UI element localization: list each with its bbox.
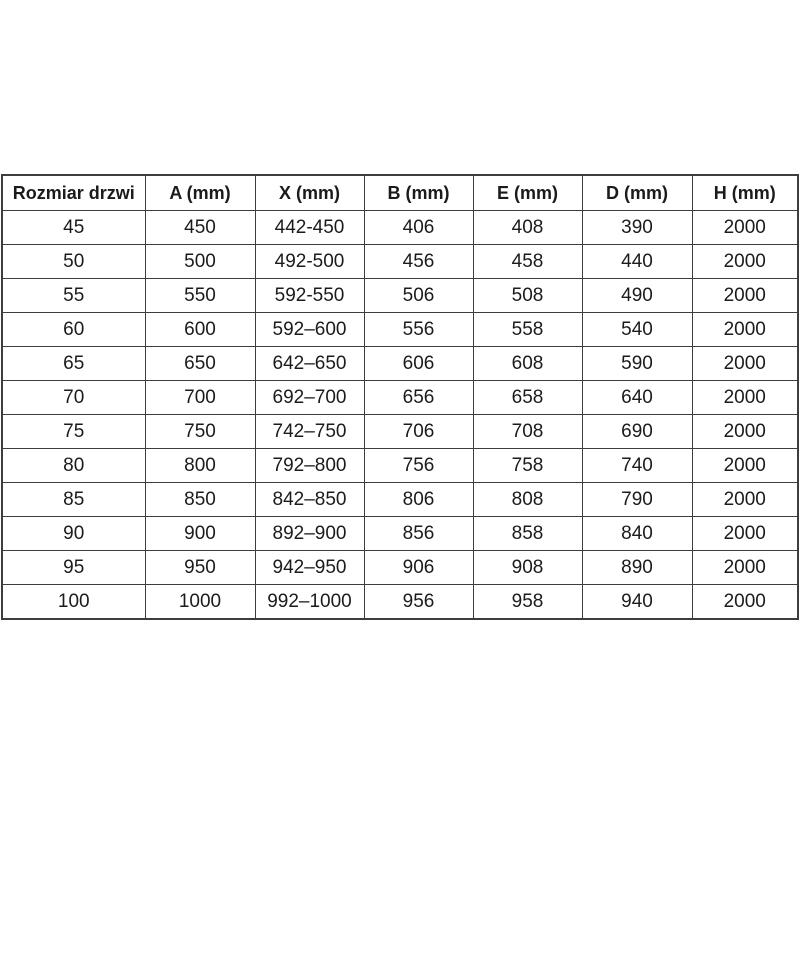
table-cell: 900 <box>145 517 255 551</box>
table-cell: 490 <box>582 279 692 313</box>
table-cell: 650 <box>145 347 255 381</box>
table-cell: 406 <box>364 211 473 245</box>
table-cell: 756 <box>364 449 473 483</box>
table-cell: 2000 <box>692 517 798 551</box>
table-row <box>2 517 798 551</box>
table-cell: 550 <box>145 279 255 313</box>
table-cell: 706 <box>364 415 473 449</box>
table-cell: 70 <box>2 381 145 415</box>
header-e-mm: E (mm) <box>473 175 582 211</box>
table-cell: 708 <box>473 415 582 449</box>
table-cell: 45 <box>2 211 145 245</box>
table-row <box>2 483 798 517</box>
table-cell: 492-500 <box>255 245 364 279</box>
table-cell: 690 <box>582 415 692 449</box>
table-cell: 50 <box>2 245 145 279</box>
table-cell: 558 <box>473 313 582 347</box>
table-cell: 956 <box>364 585 473 620</box>
table-row <box>2 415 798 449</box>
table-row <box>2 313 798 347</box>
table-cell: 608 <box>473 347 582 381</box>
table-row <box>2 347 798 381</box>
table-cell: 456 <box>364 245 473 279</box>
table-cell: 506 <box>364 279 473 313</box>
table-row <box>2 381 798 415</box>
header-rozmiar-drzwi: Rozmiar drzwi <box>2 175 145 211</box>
table-cell: 55 <box>2 279 145 313</box>
table-row <box>2 211 798 245</box>
header-x-mm: X (mm) <box>255 175 364 211</box>
table-row <box>2 551 798 585</box>
table-cell: 2000 <box>692 449 798 483</box>
table-cell: 640 <box>582 381 692 415</box>
table-row <box>2 449 798 483</box>
table-cell: 540 <box>582 313 692 347</box>
table-cell: 790 <box>582 483 692 517</box>
table-cell: 390 <box>582 211 692 245</box>
table-cell: 840 <box>582 517 692 551</box>
table-cell: 60 <box>2 313 145 347</box>
table-cell: 942–950 <box>255 551 364 585</box>
table-cell: 442-450 <box>255 211 364 245</box>
table-cell: 906 <box>364 551 473 585</box>
table-cell: 85 <box>2 483 145 517</box>
table-cell: 908 <box>473 551 582 585</box>
table-cell: 2000 <box>692 347 798 381</box>
table-cell: 958 <box>473 585 582 620</box>
table-cell: 2000 <box>692 585 798 620</box>
table-cell: 2000 <box>692 245 798 279</box>
table-cell: 2000 <box>692 483 798 517</box>
table-cell: 590 <box>582 347 692 381</box>
table-cell: 940 <box>582 585 692 620</box>
table-cell: 2000 <box>692 313 798 347</box>
table-cell: 408 <box>473 211 582 245</box>
table-cell: 858 <box>473 517 582 551</box>
table-cell: 592–600 <box>255 313 364 347</box>
table-cell: 75 <box>2 415 145 449</box>
table-cell: 658 <box>473 381 582 415</box>
table-cell: 806 <box>364 483 473 517</box>
table-cell: 500 <box>145 245 255 279</box>
header-b-mm: B (mm) <box>364 175 473 211</box>
table-row <box>2 585 798 620</box>
table-cell: 80 <box>2 449 145 483</box>
table-cell: 556 <box>364 313 473 347</box>
header-h-mm: H (mm) <box>692 175 798 211</box>
table-cell: 892–900 <box>255 517 364 551</box>
table-cell: 742–750 <box>255 415 364 449</box>
table-cell: 842–850 <box>255 483 364 517</box>
table-cell: 450 <box>145 211 255 245</box>
header-d-mm: D (mm) <box>582 175 692 211</box>
table-cell: 850 <box>145 483 255 517</box>
table-cell: 750 <box>145 415 255 449</box>
table-cell: 656 <box>364 381 473 415</box>
table-cell: 65 <box>2 347 145 381</box>
table-cell: 950 <box>145 551 255 585</box>
table-cell: 458 <box>473 245 582 279</box>
table-cell: 2000 <box>692 381 798 415</box>
table-cell: 740 <box>582 449 692 483</box>
table-cell: 2000 <box>692 279 798 313</box>
table-cell: 600 <box>145 313 255 347</box>
table-cell: 758 <box>473 449 582 483</box>
table-cell: 100 <box>2 585 145 620</box>
table-cell: 992–1000 <box>255 585 364 620</box>
table-cell: 95 <box>2 551 145 585</box>
table-cell: 700 <box>145 381 255 415</box>
table-cell: 1000 <box>145 585 255 620</box>
table-cell: 808 <box>473 483 582 517</box>
page <box>0 174 800 974</box>
table-header-row <box>2 175 798 211</box>
table-cell: 856 <box>364 517 473 551</box>
table-cell: 440 <box>582 245 692 279</box>
table-row <box>2 279 798 313</box>
table-cell: 606 <box>364 347 473 381</box>
table-cell: 792–800 <box>255 449 364 483</box>
table-cell: 890 <box>582 551 692 585</box>
door-size-table <box>1 174 799 620</box>
table-cell: 508 <box>473 279 582 313</box>
table-cell: 2000 <box>692 211 798 245</box>
table-cell: 90 <box>2 517 145 551</box>
table-cell: 692–700 <box>255 381 364 415</box>
table-cell: 592-550 <box>255 279 364 313</box>
table-cell: 642–650 <box>255 347 364 381</box>
table-cell: 2000 <box>692 415 798 449</box>
table-cell: 2000 <box>692 551 798 585</box>
table-cell: 800 <box>145 449 255 483</box>
table-row <box>2 245 798 279</box>
header-a-mm: A (mm) <box>145 175 255 211</box>
